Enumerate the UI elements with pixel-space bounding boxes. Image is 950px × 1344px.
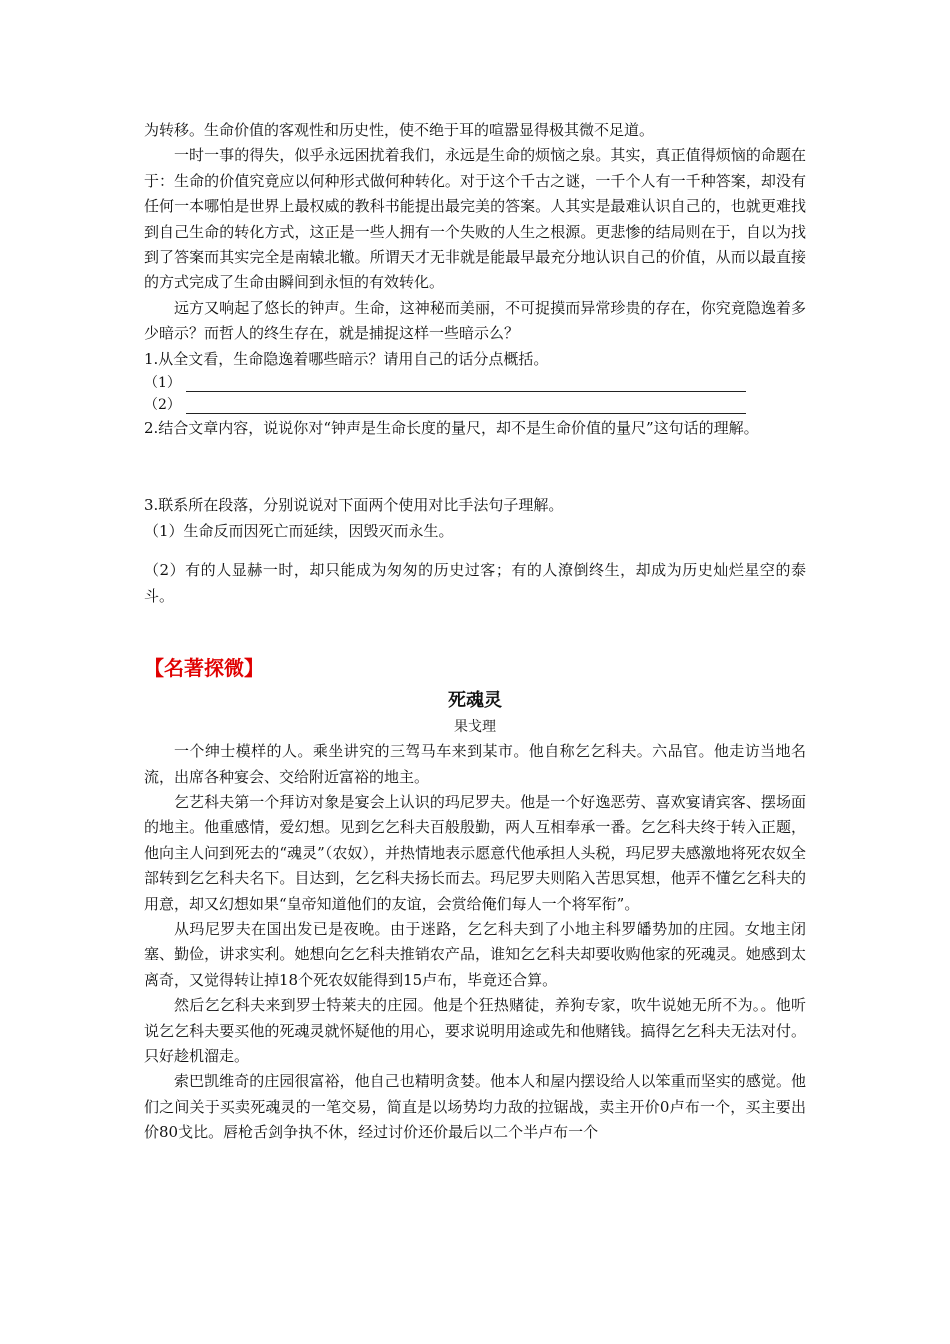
work-author: 果戈理 [454, 719, 496, 736]
work-title: 死魂灵 [448, 690, 502, 712]
document-page [144, 118, 806, 1146]
reading-paragraph: 一时一事的得失，似乎永远困扰着我们，永远是生命的烦恼之泉。其实，真正值得烦恼的命题在于：生命的价值究竟应以何种形式做何种转化。对于这个千古之谜，一千个人有一千种答案，却没有任何一本哪怕是世界上最权威的教科书能提出最完美的答案。人其实是最难认识自己的，也就更难找到自己生命的转化方式，这正是一些人拥有一个失败的人生之根源。更悲惨的结局则在于，自以为找到了答案而其实完全是南辕北辙。所谓天才无非就是能最早最充分地认识自己的价值，从而以最直接的方式完成了生命由瞬间到永恒的有效转化。 [144, 146, 806, 292]
classic-paragraph: 从玛尼罗夫在国出发已是夜晚。由于迷路，乞乞科夫到了小地主科罗皤势加的庄园。女地主闭塞、勤俭，讲求实利。她想向乞乞科夫推销农产品，谁知乞乞科夫却要收购他家的死魂灵。她感到太离奇，又觉得转让掉18个死农奴能得到15卢布，毕竟还合算。 [144, 919, 806, 989]
reading-paragraph: 远方又响起了悠长的钟声。生命，这神秘而美丽，不可捉摸而异常珍贵的存在，你究竟隐逸着多少暗示？而哲人的终生存在，就是捕捉这样一些暗示么？ [144, 298, 806, 343]
answer-blank[interactable] [186, 398, 746, 414]
question-2: 2.结合文章内容，说说你对“钟声是生命长度的量尺，却不是生命价值的量尺”这句话的理解。 [144, 419, 759, 438]
section-title: 【名著探微】 [144, 656, 264, 681]
reading-paragraph: 为转移。生命价值的客观性和历史性，使不绝于耳的喧嚣显得极其微不足道。 [144, 121, 655, 139]
answer-line-1[interactable] [144, 372, 806, 394]
classic-paragraph: 索巴凯维奇的庄园很富裕，他自己也精明贪婪。他本人和屋内摆设给人以笨重而坚实的感觉。他们之间关于买卖死魂灵的一笔交易，简直是以场势均力敌的拉锯战，卖主开价0卢布一个，买主要出价80戈比。唇枪舌剑争执不休，经过讨价还价最后以二个半卢布一个 [144, 1072, 806, 1142]
answer-line-2[interactable] [144, 394, 806, 416]
answer-label: （2） [144, 397, 181, 414]
classic-paragraph: 一个绅士模样的人。乘坐讲究的三驾马车来到某市。他自称乞乞科夫。六品官。他走访当地名流，出席各种宴会、交给附近富裕的地主。 [144, 742, 806, 786]
answer-label: （1） [144, 375, 181, 392]
classic-paragraph: 然后乞乞科夫来到罗士特莱夫的庄园。他是个狂热赌徒，养狗专家，吹牛说她无所不为。。他听说乞乞科夫要买他的死魂灵就怀疑他的用心，要求说明用途或先和他赌钱。搞得乞乞科夫无法对付。只好趁机溜走。 [144, 996, 806, 1065]
answer-space[interactable] [144, 544, 806, 558]
question-3-item-2: （2）有的人显赫一时，却只能成为匆匆的历史过客；有的人潦倒终生，却成为历史灿烂星空的泰斗。 [144, 561, 806, 605]
classic-paragraph: 乞艺科夫第一个拜访对象是宴会上认识的玛尼罗夫。他是一个好逸恶劳、喜欢宴请宾客、摆场面的地主。他重感情，爱幻想。见到乞乞科夫百般殷勤，两人互相奉承一番。乞乞科夫终于转入正题，他向主人问到死去的“魂灵”（农奴），并热情地表示愿意代他承担人头税，玛尼罗夫感激地将死农奴全部转到乞乞科夫名下。目达到，乞乞科夫扬长而去。玛尼罗夫则陷入苦思冥想，他弄不懂乞乞科夫的用意，却又幻想如果“皇帝知道他们的友谊，会赏给俺们每人一个将军衔”。 [144, 792, 806, 913]
question-3: 3.联系所在段落，分别说说对下面两个使用对比手法句子理解。 [144, 496, 564, 515]
answer-blank[interactable] [186, 376, 746, 392]
question-3-item-1: （1）生命反而因死亡而延续，因毁灭而永生。 [144, 521, 454, 540]
section-spacer [144, 609, 806, 653]
question-1: 1.从全文看，生命隐逸着哪些暗示？请用自己的话分点概括。 [144, 349, 549, 368]
answer-space[interactable] [144, 441, 806, 493]
